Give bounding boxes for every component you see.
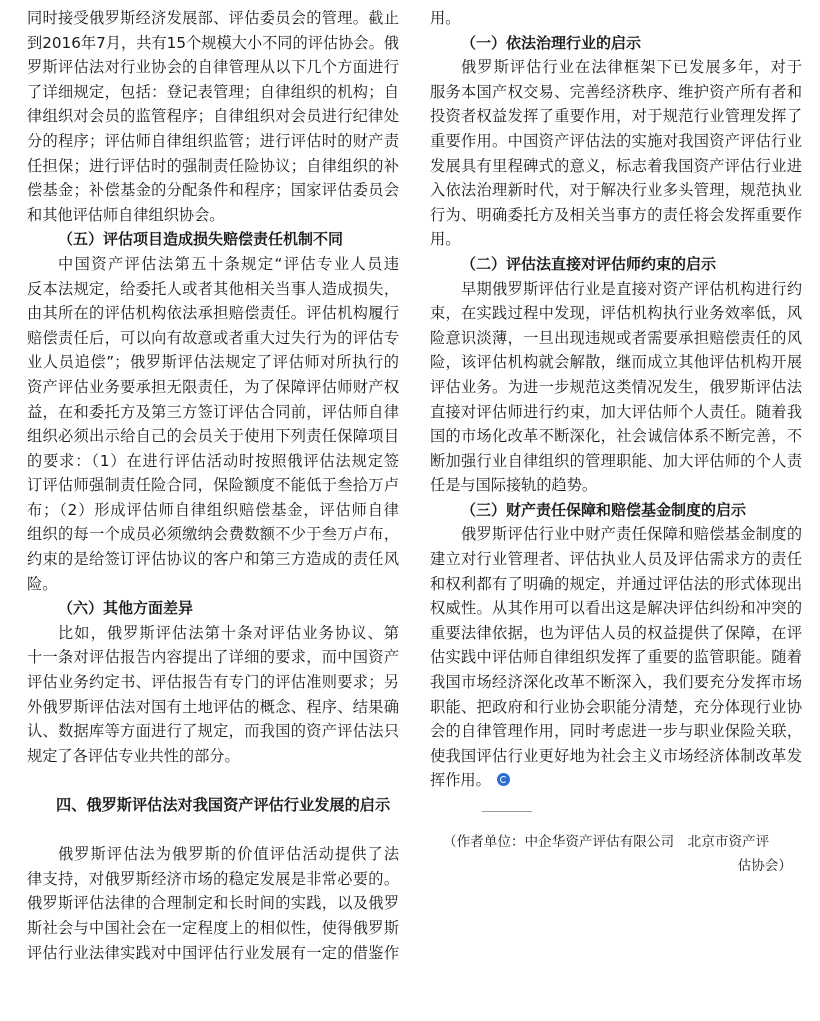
text-line: 俄罗斯评估法律的合理制定和长时间的实践，以及俄罗 xyxy=(27,894,399,913)
text-line: 业人员追偿”；俄罗斯评估法规定了评估师对所执行的 xyxy=(27,353,399,372)
right-column xyxy=(430,6,802,878)
text-line: 认、数据库等方面进行了规定，而我国的资产评估法只 xyxy=(27,722,399,741)
text-line: 由其所在的评估机构依法承担赔偿责任。评估机构履行 xyxy=(27,304,399,323)
text-line: 用。 xyxy=(430,230,461,249)
text-line: 入依法治理新时代，对于解决行业多头管理，规范执业 xyxy=(430,181,802,200)
text-line: 早期俄罗斯评估行业是直接对资产评估机构进行约 xyxy=(461,279,802,298)
subsection-heading-2: （二）评估法直接对评估师约束的启示 xyxy=(461,254,717,273)
subsection-heading-5: （五）评估项目造成损失赔偿责任机制不同 xyxy=(58,230,344,249)
text-line: 评估业务。为进一步规范这类情况发生，俄罗斯评估法 xyxy=(430,377,802,396)
end-of-article-icon xyxy=(497,773,510,786)
paragraph-rule-of-law xyxy=(430,55,802,252)
text-line: 同时接受俄罗斯经济发展部、评估委员会的管理。截止 xyxy=(27,9,399,27)
text-line: 评估行业法律实践对中国评估行业发展有一定的借鉴作 xyxy=(27,943,399,962)
text-line: 斯社会与中国社会在一定程度上的相似性，使得俄罗斯 xyxy=(27,918,399,937)
text-line: 外俄罗斯评估法对国有土地评估的概念、程序、结果确 xyxy=(27,697,399,716)
section-heading-4: 四、俄罗斯评估法对我国资产评估行业发展的启示 xyxy=(56,796,391,814)
text-line: 资产评估业务要承担无限责任，为了保障评估师财产权 xyxy=(27,377,399,396)
text-line: 组织必须出示给自己的会员关于使用下列责任保障项目 xyxy=(27,427,399,446)
text-line: 布；（2）形成评估师自律组织赔偿基金，评估师自律 xyxy=(27,500,399,519)
text-line: 赔偿责任后，可以向有故意或者重大过失行为的评估专 xyxy=(27,328,399,347)
text-line: 投资者权益发挥了重要作用，对于规范行业管理发挥了 xyxy=(430,107,802,126)
text-line: 律组织对会员的监管程序；自律组织对会员进行纪律处 xyxy=(27,107,399,126)
text-line: 职能、把政府和行业协会职能分清楚，充分体现行业协 xyxy=(430,697,802,716)
text-line: 评估业务约定书、评估报告有专门的评估准则要求；另 xyxy=(27,673,399,692)
text-line: 行为、明确委托方及相关当事方的责任将会发挥重要作 xyxy=(430,205,802,224)
text-line: 束，在实践过程中发现，评估机构执行业务效率低，风 xyxy=(430,304,802,323)
text-line: 俄罗斯评估行业中财产责任保障和赔偿基金制度的 xyxy=(461,525,802,544)
paragraph-liability xyxy=(27,252,399,596)
paragraph-other-differences xyxy=(27,621,399,769)
divider-line xyxy=(482,811,532,812)
text-line: 和权利都有了明确的规定，并通过评估法的形式体现出 xyxy=(430,574,802,593)
text-line: 规定了各评估专业共性的部分。 xyxy=(27,746,240,765)
text-line: 任是与国际接轨的趋势。 xyxy=(430,476,598,495)
text-line: 挥作用。 xyxy=(430,771,491,790)
text-line: 估实践中评估师自律组织发挥了重要的监管职能。随着 xyxy=(430,648,802,667)
paragraph-self-regulation xyxy=(27,6,399,227)
paragraph-direct-constraint xyxy=(430,277,802,498)
text-line-final xyxy=(430,768,802,793)
text-line: 中国资产评估法第五十条规定“评估专业人员违 xyxy=(58,254,399,273)
text-line: 发展具有里程碑式的意义，标志着我国资产评估行业进 xyxy=(430,156,802,175)
spacer xyxy=(27,768,399,793)
spacer xyxy=(27,818,399,843)
left-column xyxy=(27,6,399,965)
text-line: 分的程序；评估师自律组织监管；进行评估时的财产责 xyxy=(27,131,399,150)
text-line: 十一条对评估报告内容提出了详细的要求，而中国资产 xyxy=(27,648,399,667)
text-line: 建立对行业管理者、评估执业人员及评估需求方的责任 xyxy=(430,550,802,569)
text-line: 反本法规定，给委托人或者其他相关当事人造成损失， xyxy=(27,279,399,298)
text-line: 服务本国产权交易、完善经济秩序、维护资产所有者和 xyxy=(430,82,802,101)
text-line: 到2016年7月，共有15个规模大小不同的评估协会。俄 xyxy=(27,33,399,52)
text-line: 约束的是给签订评估协议的客户和第三方造成的责任风 xyxy=(27,550,399,569)
text-line: 偿基金；补偿基金的分配条件和程序；国家评估委员会 xyxy=(27,181,399,200)
text-line: 险意识淡薄，一旦出现违规或者需要承担赔偿责任的风 xyxy=(430,328,802,347)
text-line: 国的市场化改革不断深化，社会诚信体系不断完善，不 xyxy=(430,427,802,446)
text-line: 了详细规定，包括：登记表管理；自律组织的机构；自 xyxy=(27,82,399,101)
text-line: 险。 xyxy=(27,574,58,593)
text-line: 俄罗斯评估行业在法律框架下已发展多年，对于 xyxy=(461,58,802,77)
text-line: 断加强行业自律组织的管理职能、加大评估师的个人责 xyxy=(430,451,802,470)
text-line: 罗斯评估法对行业协会的自律管理从以下几个方面进行 xyxy=(27,58,399,77)
subsection-heading-3: （三）财产责任保障和赔偿基金制度的启示 xyxy=(461,500,747,519)
text-line: 和其他评估师自律组织协会。 xyxy=(27,205,225,224)
text-line: 的要求：（1）在进行评估活动时按照俄评估法规定签 xyxy=(27,451,399,470)
text-line: 重要作用。中国资产评估法的实施对我国资产评估行业 xyxy=(430,131,802,150)
subsection-heading-6: （六）其他方面差异 xyxy=(58,599,194,618)
text-line: 律支持，对俄罗斯经济市场的稳定发展是非常必要的。 xyxy=(27,869,399,888)
text-line: 订评估师强制责任险合同，保险额度不能低于叁拾万卢 xyxy=(27,476,399,495)
text-line: 险，该评估机构就会解散，继而成立其他评估机构开展 xyxy=(430,353,802,372)
text-line: 权威性。从其作用可以看出这是解决评估纠纷和冲突的 xyxy=(430,599,802,618)
text-line: 益，在和委托方及第三方签订评估合同前，评估师自律 xyxy=(27,402,399,421)
text-line: 我国市场经济深化改革不断深入，我们要充分发挥市场 xyxy=(430,673,802,692)
author-affiliation-cont: 估协会） xyxy=(737,858,792,874)
text-line: 比如，俄罗斯评估法第十条对评估业务协议、第 xyxy=(58,623,399,642)
text-line: 使我国评估行业更好地为社会主义市场经济体制改革发 xyxy=(430,746,802,765)
text-line: 会的自律管理作用，同时考虑进一步与职业保险关联， xyxy=(430,722,802,741)
text-line: 任担保；进行评估时的强制责任险协议；自律组织的补 xyxy=(27,156,399,175)
text-line: 重要法律依据，也为评估人员的权益提供了保障，在评 xyxy=(430,623,802,642)
text-line: 直接对评估师进行约束，加大评估师个人责任。随着我 xyxy=(430,402,802,421)
text-line: 组织的每一个成员必须缴纳会费数额不少于叁万卢布， xyxy=(27,525,399,544)
subsection-heading-1: （一）依法治理行业的启示 xyxy=(461,33,642,52)
text-line: 俄罗斯评估法为俄罗斯的价值评估活动提供了法 xyxy=(58,845,399,864)
text-line: 用。 xyxy=(430,9,461,27)
author-affiliation: （作者单位：中企华资产评估有限公司 北京市资产评 xyxy=(443,834,770,850)
paragraph-compensation-fund xyxy=(430,522,802,793)
paragraph-implications-intro xyxy=(27,842,399,965)
